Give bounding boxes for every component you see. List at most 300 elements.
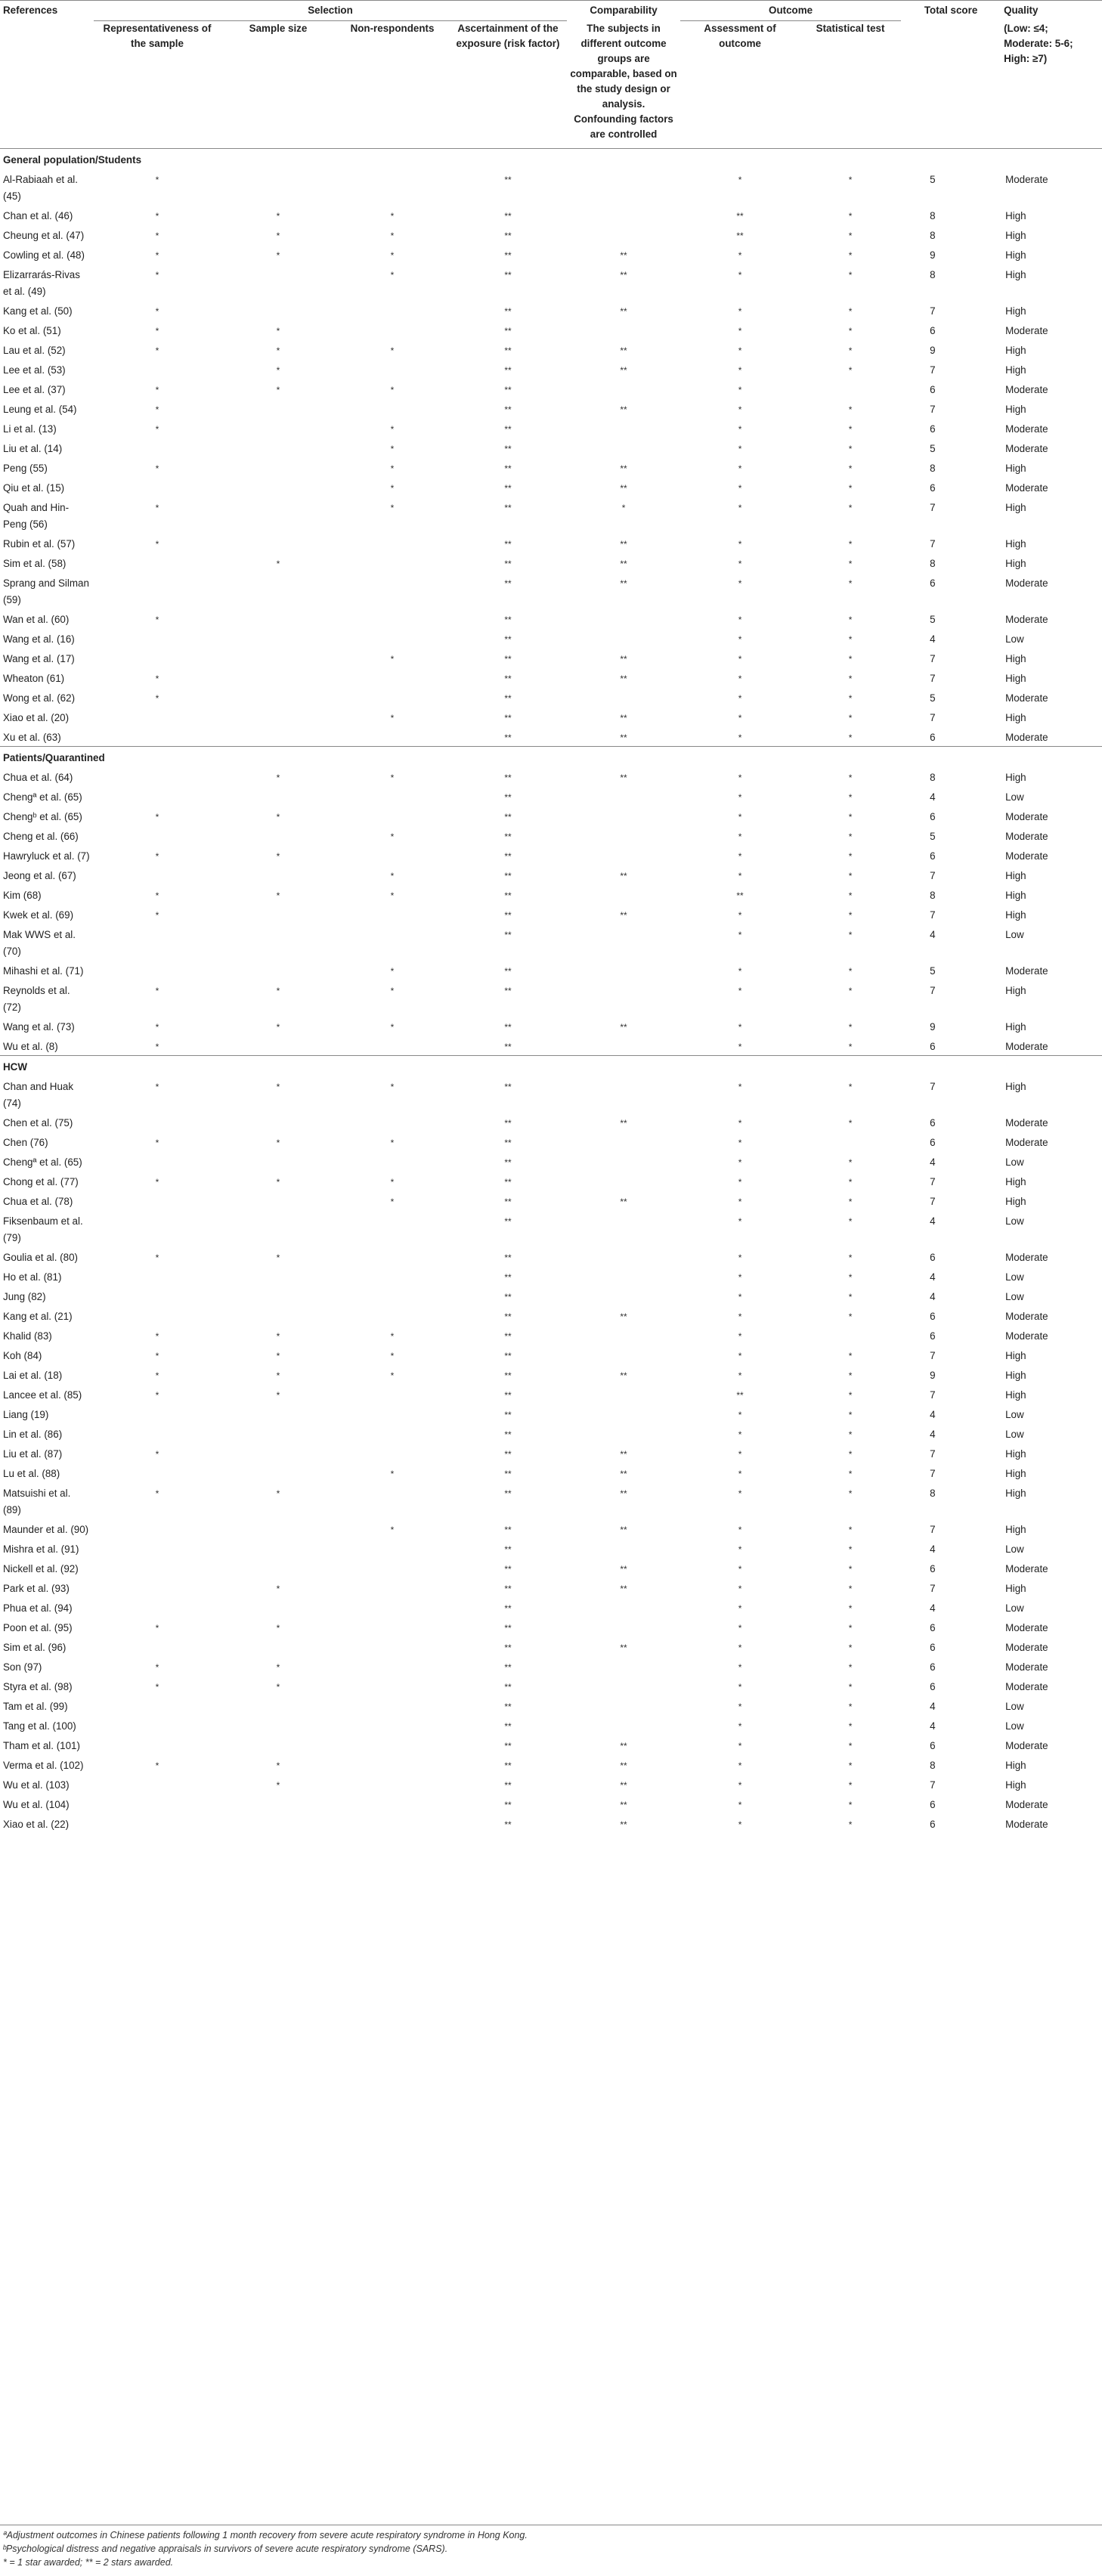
star-cell-s [221, 264, 336, 300]
reference-cell: Chen et al. (75) [3, 1116, 73, 1129]
reference-cell: Ho et al. (81) [3, 1271, 62, 1283]
star-cell-r [94, 960, 221, 980]
reference-cell: Mak WWS et al. (70) [3, 928, 76, 957]
star-cell-t: * [848, 850, 853, 862]
star-cell-t: * [848, 1448, 853, 1460]
star-cell-n: * [390, 463, 395, 474]
star-cell-s [221, 1636, 336, 1656]
star-cell-t: * [848, 1819, 853, 1830]
star-cell-s [221, 477, 336, 497]
quality-cell: High [1005, 1195, 1026, 1207]
star-cell-r: * [155, 1760, 159, 1771]
table-row [0, 1016, 1102, 1036]
total-score-cell: 7 [930, 537, 936, 550]
star-cell-a: ** [504, 831, 512, 842]
quality-cell: High [1005, 1467, 1026, 1479]
star-cell-r [94, 1695, 221, 1715]
reference-cell: Wheaton (61) [3, 672, 65, 684]
star-cell-s [221, 786, 336, 806]
star-cell-o: * [738, 1137, 742, 1148]
star-cell-r: * [155, 890, 159, 901]
star-cell-r [94, 924, 221, 960]
star-cell-o: * [738, 1563, 742, 1574]
star-cell-s [221, 169, 336, 205]
star-cell-t: * [848, 443, 853, 454]
star-cell-t: * [848, 558, 853, 569]
table-row [0, 1210, 1102, 1246]
star-cell-n [336, 1577, 449, 1597]
quality-cell: Moderate [1005, 442, 1048, 454]
star-cell-o: * [738, 1041, 742, 1052]
reference-cell: Lancee et al. (85) [3, 1389, 82, 1401]
star-cell-t: * [848, 1602, 853, 1614]
table-row [0, 379, 1102, 398]
star-cell-o: * [738, 1117, 742, 1129]
star-cell-r [94, 1266, 221, 1286]
total-score-cell: 7 [930, 1175, 936, 1187]
total-score-cell: 4 [930, 1543, 936, 1555]
star-cell-o: * [738, 965, 742, 977]
table-row [0, 1112, 1102, 1132]
quality-cell: High [1005, 537, 1026, 550]
star-cell-o: * [738, 1429, 742, 1440]
star-cell-o: * [738, 558, 742, 569]
star-cell-t: * [848, 577, 853, 589]
quality-cell: Low [1005, 1408, 1024, 1420]
star-cell-a: ** [504, 1041, 512, 1052]
quality-cell: High [1005, 305, 1026, 317]
star-cell-s [221, 533, 336, 553]
star-cell-c: ** [620, 1370, 627, 1381]
star-cell-r [94, 572, 221, 608]
table-row [0, 884, 1102, 904]
star-cell-n: * [390, 1524, 395, 1535]
star-cell-o: * [738, 1196, 742, 1207]
star-cell-c: ** [620, 1583, 627, 1594]
star-cell-n [336, 1735, 449, 1754]
star-cell-s [221, 1404, 336, 1423]
table-row [0, 1617, 1102, 1636]
star-cell-a: ** [504, 929, 512, 940]
quality-cell: Moderate [1005, 731, 1048, 743]
star-cell-n [336, 1404, 449, 1423]
star-cell-c [567, 1076, 680, 1112]
reference-cell: Wang et al. (17) [3, 652, 75, 664]
quality-cell: High [1005, 1447, 1026, 1460]
star-cell-t: * [848, 174, 853, 185]
total-score-cell: 8 [930, 462, 936, 474]
star-cell-n [336, 1482, 449, 1519]
table-row [0, 1519, 1102, 1538]
total-score-cell: 7 [930, 1523, 936, 1535]
reference-cell: Nickell et al. (92) [3, 1562, 79, 1574]
star-cell-n: * [390, 1196, 395, 1207]
star-cell-n [336, 572, 449, 608]
table-row [0, 924, 1102, 960]
star-cell-t: * [848, 1429, 853, 1440]
star-cell-o: * [738, 1661, 742, 1673]
star-cell-n [336, 786, 449, 806]
star-cell-a: ** [504, 1137, 512, 1148]
star-cell-a: ** [504, 1215, 512, 1227]
star-cell-n [336, 1558, 449, 1577]
table-row [0, 1384, 1102, 1404]
total-score-cell: 7 [930, 869, 936, 881]
star-cell-c [567, 628, 680, 648]
star-cell-s [221, 1112, 336, 1132]
header-blank [0, 21, 94, 149]
star-cell-t: * [848, 712, 853, 723]
star-cell-o: * [738, 850, 742, 862]
reference-cell: Li et al. (13) [3, 423, 57, 435]
star-cell-a: ** [504, 1291, 512, 1302]
total-score-cell: 8 [930, 209, 936, 221]
star-cell-r: * [155, 1176, 159, 1187]
star-cell-s: * [276, 1021, 280, 1033]
star-cell-s: * [276, 1137, 280, 1148]
reference-cell: Reynolds et al. (72) [3, 984, 70, 1013]
star-cell-t: * [848, 364, 853, 376]
quality-cell: Low [1005, 1602, 1024, 1614]
star-cell-a: ** [504, 1021, 512, 1033]
star-cell-a: ** [504, 811, 512, 822]
star-cell-r [94, 438, 221, 457]
total-score-cell: 8 [930, 771, 936, 783]
star-cell-n: * [390, 1370, 395, 1381]
star-cell-s: * [276, 1583, 280, 1594]
star-cell-r: * [155, 614, 159, 625]
section-title: Patients/Quarantined [0, 746, 1102, 766]
star-cell-n [336, 1754, 449, 1774]
star-cell-a: ** [504, 1081, 512, 1092]
table-row [0, 1151, 1102, 1171]
star-cell-r: * [155, 325, 159, 336]
total-score-cell: 6 [930, 1641, 936, 1653]
star-cell-t: * [848, 1156, 853, 1168]
star-cell-a: ** [504, 558, 512, 569]
quality-cell: Low [1005, 1543, 1024, 1555]
star-cell-n [336, 398, 449, 418]
star-cell-a: ** [504, 210, 512, 221]
star-cell-c [567, 1695, 680, 1715]
star-cell-o: * [738, 1583, 742, 1594]
star-cell-c: ** [620, 732, 627, 743]
star-cell-s: * [276, 364, 280, 376]
star-cell-o: * [738, 772, 742, 783]
star-cell-c [567, 1538, 680, 1558]
star-cell-a: ** [504, 269, 512, 280]
star-cell-n: * [390, 831, 395, 842]
star-cell-o: * [738, 1156, 742, 1168]
star-cell-t [800, 1132, 901, 1151]
star-cell-s [221, 825, 336, 845]
reference-cell: Jung (82) [3, 1290, 46, 1302]
star-cell-n [336, 1538, 449, 1558]
star-cell-r: * [155, 1041, 159, 1052]
quality-cell: Moderate [1005, 692, 1048, 704]
star-cell-c [567, 1656, 680, 1676]
total-score-cell: 9 [930, 344, 936, 356]
reference-cell: Elizarrarás-Rivas et al. (49) [3, 268, 80, 297]
reference-cell: Chan et al. (46) [3, 209, 73, 221]
header-non-respondents: Non-respondents [350, 23, 435, 34]
header-total-score: Total score [901, 1, 1001, 21]
star-cell-c: ** [620, 463, 627, 474]
star-cell-c [567, 845, 680, 865]
reference-cell: Chan and Huak (74) [3, 1080, 74, 1109]
star-cell-o: * [738, 384, 742, 395]
quality-cell: Low [1005, 633, 1024, 645]
star-cell-o: * [738, 1681, 742, 1692]
reference-cell: Khalid (83) [3, 1330, 52, 1342]
total-score-cell: 7 [930, 403, 936, 415]
star-cell-n [336, 1813, 449, 1833]
star-cell-o: * [738, 325, 742, 336]
star-cell-r: * [155, 1622, 159, 1633]
star-cell-c: ** [620, 772, 627, 783]
reference-cell: Liu et al. (87) [3, 1447, 63, 1460]
star-cell-s [221, 904, 336, 924]
section-header-row [0, 746, 1102, 766]
quality-cell: Moderate [1005, 423, 1048, 435]
total-score-cell: 4 [930, 633, 936, 645]
star-cell-s [221, 418, 336, 438]
star-cell-r: * [155, 1389, 159, 1401]
star-cell-a: ** [504, 1622, 512, 1633]
star-cell-o: * [738, 1799, 742, 1810]
star-cell-r: * [155, 1681, 159, 1692]
star-cell-r [94, 1151, 221, 1171]
star-cell-t: * [848, 673, 853, 684]
star-cell-t: * [848, 870, 853, 881]
total-score-cell: 7 [930, 1080, 936, 1092]
star-cell-a: ** [504, 1661, 512, 1673]
star-cell-a: ** [504, 1799, 512, 1810]
star-cell-s [221, 1305, 336, 1325]
star-cell-t: * [848, 1291, 853, 1302]
star-cell-r [94, 865, 221, 884]
table-row [0, 533, 1102, 553]
star-cell-n: * [390, 653, 395, 664]
header-sample-size: Sample size [249, 23, 308, 34]
quality-cell: High [1005, 984, 1026, 996]
reference-cell: Sim et al. (96) [3, 1641, 67, 1653]
quality-cell: Moderate [1005, 1040, 1048, 1052]
star-cell-t: * [848, 1176, 853, 1187]
star-cell-s: * [276, 210, 280, 221]
star-cell-s: * [276, 1389, 280, 1401]
star-cell-r [94, 1423, 221, 1443]
star-cell-t: * [848, 423, 853, 435]
table-row [0, 960, 1102, 980]
star-cell-t: * [848, 325, 853, 336]
total-score-cell: 4 [930, 1408, 936, 1420]
quality-cell: Low [1005, 1271, 1024, 1283]
star-cell-t: * [848, 1760, 853, 1771]
star-cell-n [336, 300, 449, 320]
reference-cell: Koh (84) [3, 1349, 42, 1361]
star-cell-c: ** [620, 1642, 627, 1653]
header-quality: Quality [1001, 1, 1102, 21]
total-score-cell: 7 [930, 652, 936, 664]
star-cell-s [221, 497, 336, 533]
table-body [0, 148, 1102, 1833]
reference-cell: Kang et al. (50) [3, 305, 73, 317]
star-cell-r [94, 1286, 221, 1305]
star-cell-n: * [390, 384, 395, 395]
quality-cell: Low [1005, 1700, 1024, 1712]
quality-cell: High [1005, 909, 1026, 921]
quality-cell: High [1005, 403, 1026, 415]
total-score-cell: 6 [930, 383, 936, 395]
star-cell-t: * [848, 1622, 853, 1633]
total-score-cell: 9 [930, 1369, 936, 1381]
table-row [0, 1597, 1102, 1617]
total-score-cell: 7 [930, 909, 936, 921]
quality-cell: High [1005, 1175, 1026, 1187]
quality-cell: High [1005, 229, 1026, 241]
star-cell-c [567, 1597, 680, 1617]
star-cell-r: * [155, 1021, 159, 1033]
quality-cell: High [1005, 462, 1026, 474]
star-cell-a: ** [504, 965, 512, 977]
star-cell-o: * [738, 692, 742, 704]
header-statistical-test: Statistical test [816, 23, 885, 34]
star-cell-r [94, 1735, 221, 1754]
table-row [0, 806, 1102, 825]
star-cell-c: ** [620, 482, 627, 494]
star-cell-n: * [390, 230, 395, 241]
star-cell-s [221, 687, 336, 707]
quality-cell: High [1005, 1080, 1026, 1092]
total-score-cell: 4 [930, 1428, 936, 1440]
header-selection: Selection [94, 1, 567, 21]
star-cell-t: * [848, 1271, 853, 1283]
reference-cell: Kim (68) [3, 889, 42, 901]
star-cell-o: * [738, 673, 742, 684]
star-cell-a: ** [504, 1681, 512, 1692]
quality-cell: Moderate [1005, 173, 1048, 185]
reference-cell: Verma et al. (102) [3, 1759, 84, 1771]
star-cell-s: * [276, 850, 280, 862]
star-cell-c [567, 1246, 680, 1266]
star-cell-a: ** [504, 1370, 512, 1381]
star-cell-a: ** [504, 614, 512, 625]
star-cell-n: * [390, 249, 395, 261]
quality-cell: Moderate [1005, 1116, 1048, 1129]
star-cell-t [800, 379, 901, 398]
total-score-cell: 9 [930, 1020, 936, 1033]
star-cell-o: * [738, 1779, 742, 1791]
star-cell-o: * [738, 1252, 742, 1263]
star-cell-t: * [848, 1740, 853, 1751]
star-cell-s [221, 960, 336, 980]
star-cell-n: * [390, 772, 395, 783]
star-cell-c: * [621, 502, 626, 513]
star-cell-o: * [738, 1488, 742, 1499]
star-cell-o: * [738, 1622, 742, 1633]
star-cell-s: * [276, 890, 280, 901]
total-score-cell: 6 [930, 1136, 936, 1148]
total-score-cell: 6 [930, 324, 936, 336]
star-cell-n [336, 608, 449, 628]
total-score-cell: 4 [930, 928, 936, 940]
star-cell-t: * [848, 1720, 853, 1732]
star-cell-s [221, 628, 336, 648]
star-cell-c [567, 224, 680, 244]
reference-cell: Chong et al. (77) [3, 1175, 79, 1187]
table-row [0, 1463, 1102, 1482]
total-score-cell: 6 [930, 1310, 936, 1322]
star-cell-o: * [738, 614, 742, 625]
table-row [0, 1404, 1102, 1423]
star-cell-s [221, 457, 336, 477]
table-row [0, 1345, 1102, 1364]
reference-cell: Xu et al. (63) [3, 731, 61, 743]
star-cell-r [94, 1813, 221, 1833]
total-score-cell: 6 [930, 1818, 936, 1830]
star-cell-c [567, 1286, 680, 1305]
star-cell-o: * [738, 732, 742, 743]
star-cell-n: * [390, 870, 395, 881]
quality-cell: High [1005, 1779, 1026, 1791]
quality-cell: High [1005, 1759, 1026, 1771]
star-cell-s: * [276, 985, 280, 996]
header-comparability-desc: The subjects in different outcome groups are comparable, based on the study design or analysis. Confounding factors are controlled [570, 22, 677, 140]
star-cell-a: ** [504, 1409, 512, 1420]
star-cell-a: ** [504, 870, 512, 881]
table-row [0, 1754, 1102, 1774]
quality-cell: Moderate [1005, 1680, 1048, 1692]
footnote-stars: * = 1 star awarded; ** = 2 stars awarded. [3, 2557, 174, 2568]
star-cell-c [567, 786, 680, 806]
star-cell-o: * [738, 1409, 742, 1420]
quality-cell: Moderate [1005, 830, 1048, 842]
star-cell-t: * [848, 890, 853, 901]
star-cell-r [94, 1112, 221, 1132]
star-cell-o: * [738, 423, 742, 435]
quality-cell: Moderate [1005, 850, 1048, 862]
header-blank-score [901, 21, 1001, 149]
star-cell-a: ** [504, 443, 512, 454]
quality-cell: Moderate [1005, 810, 1048, 822]
star-cell-c: ** [620, 345, 627, 356]
star-cell-t: * [848, 1779, 853, 1791]
star-cell-a: ** [504, 249, 512, 261]
star-cell-n: * [390, 1021, 395, 1033]
total-score-cell: 6 [930, 1661, 936, 1673]
star-cell-t: * [848, 1117, 853, 1129]
total-score-cell: 6 [930, 1562, 936, 1574]
quality-cell: High [1005, 1389, 1026, 1401]
star-cell-c: ** [620, 1563, 627, 1574]
reference-cell: Poon et al. (95) [3, 1621, 73, 1633]
star-cell-n: * [390, 712, 395, 723]
star-cell-s: * [276, 249, 280, 261]
star-cell-a: ** [504, 1117, 512, 1129]
total-score-cell: 9 [930, 249, 936, 261]
star-cell-n [336, 320, 449, 339]
total-score-cell: 6 [930, 810, 936, 822]
total-score-cell: 4 [930, 1290, 936, 1302]
star-cell-r [94, 786, 221, 806]
star-cell-s [221, 1695, 336, 1715]
star-cell-t: * [848, 1021, 853, 1033]
star-cell-a: ** [504, 1271, 512, 1283]
quality-cell: High [1005, 1582, 1026, 1594]
star-cell-c [567, 1404, 680, 1423]
star-cell-a: ** [504, 1602, 512, 1614]
